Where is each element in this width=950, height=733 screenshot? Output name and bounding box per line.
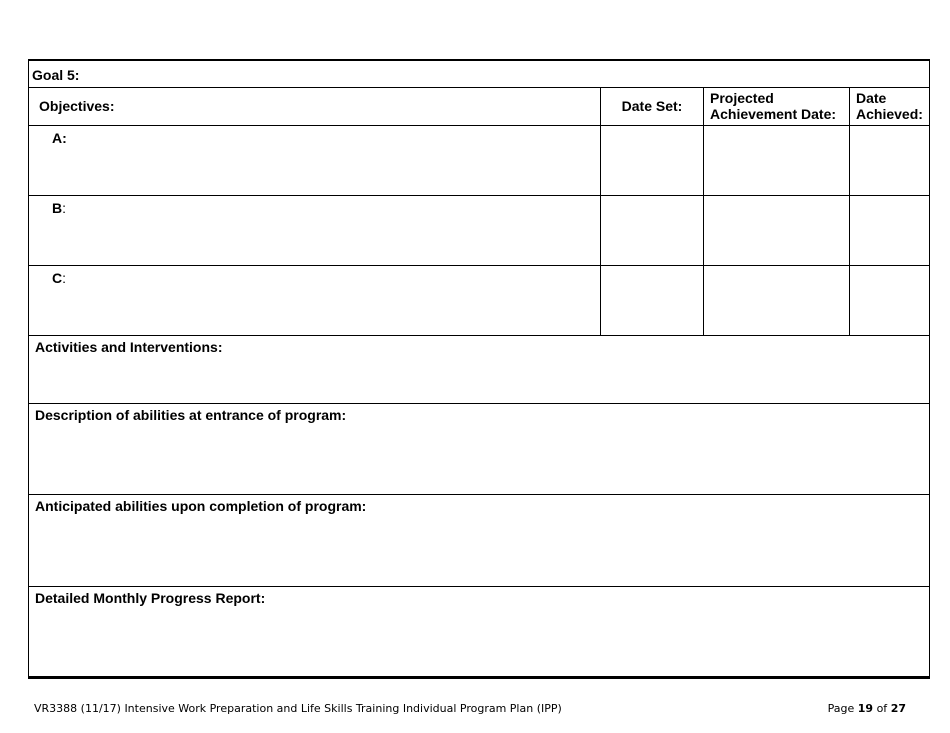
- objective-b-projected-date-field[interactable]: [703, 196, 849, 265]
- date-set-header: Date Set:: [621, 98, 683, 114]
- objective-a-label: A:: [52, 130, 67, 146]
- goal-form-table: [28, 59, 930, 679]
- date-achieved-header-line1: Date: [856, 90, 887, 106]
- completion-abilities-section[interactable]: [29, 495, 929, 587]
- objective-c-label: C:: [52, 270, 67, 286]
- projected-date-header-line1: Projected: [710, 90, 774, 106]
- activities-label: Activities and Interventions:: [35, 339, 223, 355]
- date-achieved-header-line2: Achieved:: [856, 106, 923, 122]
- objectives-header-cell: [29, 88, 600, 125]
- form-id-footer: VR3388 (11/17) Intensive Work Preparation and Life Skills Training Individual Program Plan (IPP): [34, 702, 562, 715]
- objective-a-date-achieved-field[interactable]: [849, 126, 930, 195]
- date-set-header-cell: [600, 88, 703, 125]
- objective-row-b: [29, 196, 929, 266]
- objective-b-cell[interactable]: [29, 196, 600, 265]
- entrance-abilities-label: Description of abilities at entrance of program:: [35, 407, 347, 423]
- projected-date-header-line2: Achievement Date:: [710, 106, 837, 122]
- objective-b-date-achieved-field[interactable]: [849, 196, 930, 265]
- objective-row-c: [29, 266, 929, 336]
- completion-abilities-label: Anticipated abilities upon completion of program:: [35, 498, 367, 514]
- objective-b-label: B:: [52, 200, 67, 216]
- activities-section[interactable]: [29, 336, 929, 404]
- projected-date-header: [710, 90, 836, 122]
- entrance-abilities-section[interactable]: [29, 404, 929, 495]
- progress-report-section[interactable]: [29, 587, 929, 676]
- page-total: 27: [890, 702, 906, 715]
- objective-c-date-achieved-field[interactable]: [849, 266, 930, 335]
- date-achieved-header: [856, 90, 923, 122]
- objective-row-a: [29, 126, 929, 196]
- objective-b-date-set-field[interactable]: [600, 196, 703, 265]
- page-number: 19: [857, 702, 874, 715]
- date-achieved-header-cell: [849, 88, 930, 125]
- objective-c-projected-date-field[interactable]: [703, 266, 849, 335]
- objective-a-date-set-field[interactable]: [600, 126, 703, 195]
- objective-c-date-set-field[interactable]: [600, 266, 703, 335]
- objective-c-cell[interactable]: [29, 266, 600, 335]
- goal-label: Goal 5:: [32, 67, 80, 83]
- objective-a-cell[interactable]: [29, 126, 600, 195]
- projected-date-header-cell: [703, 88, 849, 125]
- progress-report-label: Detailed Monthly Progress Report:: [35, 590, 266, 606]
- of-word: of: [876, 702, 888, 715]
- goal-row: [29, 61, 929, 88]
- objectives-header-row: [29, 88, 929, 126]
- page-word: Page: [827, 702, 855, 715]
- objectives-header: Objectives:: [39, 98, 115, 114]
- page-number-footer: [828, 702, 906, 715]
- objective-a-projected-date-field[interactable]: [703, 126, 849, 195]
